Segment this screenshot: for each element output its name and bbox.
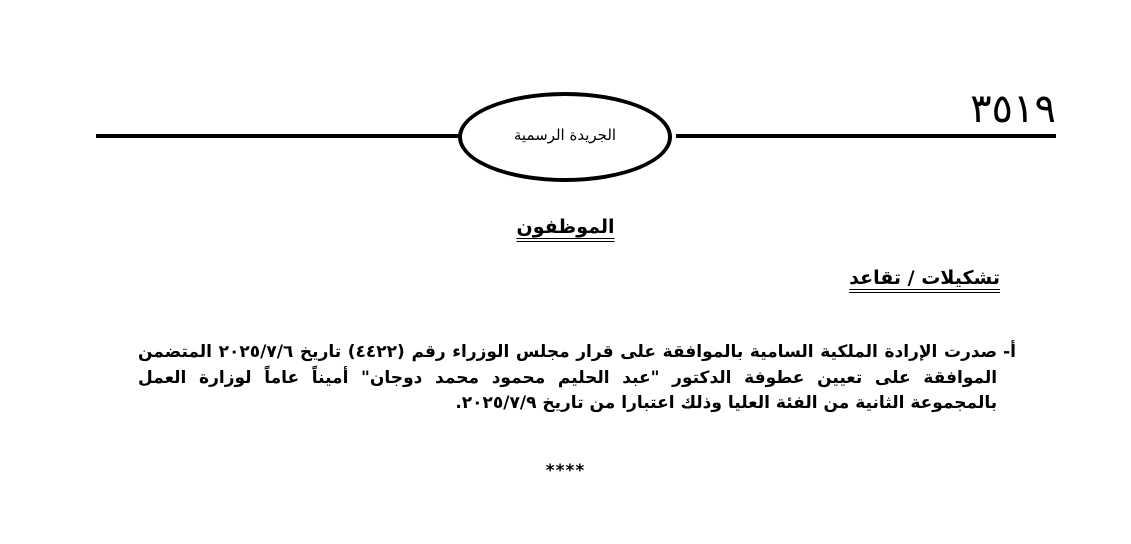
masthead-title: الجريدة الرسمية	[513, 126, 617, 144]
header-rule-left	[96, 134, 464, 138]
header-rule-right	[676, 134, 1056, 138]
page-number: ٣٥١٩	[970, 86, 1056, 132]
section-title	[0, 216, 1131, 238]
masthead-oval	[458, 92, 672, 182]
item-letter: أ-	[1003, 342, 1016, 362]
item-body: صدرت الإرادة الملكية السامية بالموافقة على قرار مجلس الوزراء رقم (٤٤٢٢) تاريخ ٢٠٢٥/٧/٦ المتضمن الموافقة على تعيين عطوفة الدكتور "عبد الحليم محمود محمد دوجان" أميناً عاماً لوزارة العمل بالمجموعة الثانية من الفئة العليا وذلك اعتبارا من تاريخ ٢٠٢٥/٧/٩.	[138, 342, 998, 413]
section-title-text: الموظفون	[516, 216, 615, 238]
section-separator: ****	[545, 461, 586, 481]
subsection-title: تشكيلات / تقاعد	[849, 267, 1000, 289]
decree-item	[138, 340, 1016, 417]
